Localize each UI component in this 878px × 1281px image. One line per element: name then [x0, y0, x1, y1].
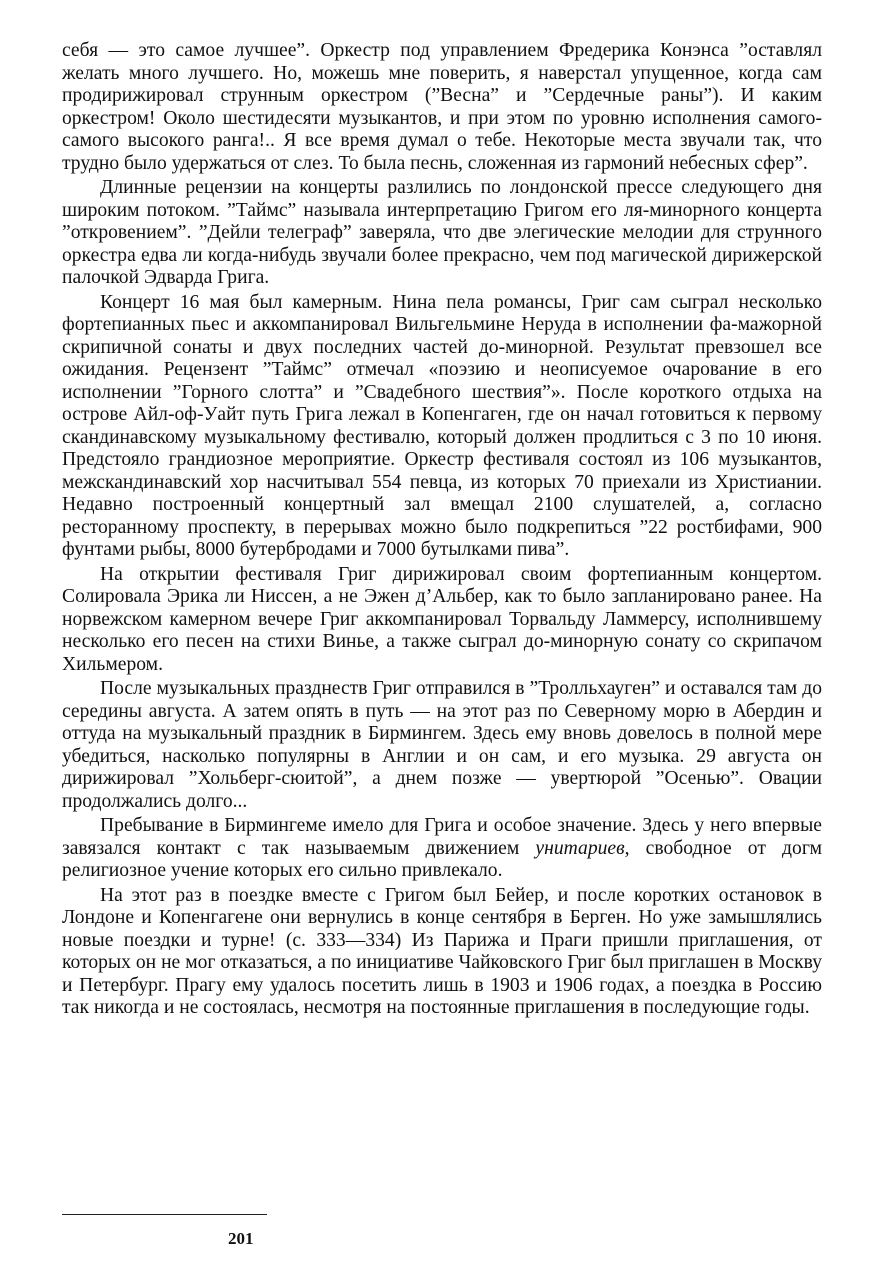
paragraph-5: После музыкальных празднеств Григ отправился в ”Тролльхауген” и оставался там до середины августа. А затем опять в путь — на этот раз по Северному морю в Абердин и оттуда на музыкальный праздник в Бирмингем. Здесь ему вновь довелось в полной мере убедиться, насколько популярны в Англии и он сам, и его музыка. 29 августа он дирижировал ”Хольберг-сюитой”, а днем позже — увертюрой ”Осенью”. Овации продолжались долго... [62, 678, 822, 812]
paragraph-1: себя — это самое лучшее”. Оркестр под управлением Фредерика Конэнса ”оставлял желать много лучшего. Но, можешь мне поверить, я наверстал упущенное, когда сам продирижировал струнным оркестром (”Весна” и ”Сердечные раны”). И каким оркестром! Около шестидесяти музыкантов, и при этом по уровню исполнения самого-самого высокого ранга!.. Я все время думал о тебе. Некоторые места звучали так, что трудно было удержаться от слез. То была песнь, сложенная из гармоний небесных сфер”. [62, 40, 822, 174]
paragraph-3: Концерт 16 мая был камерным. Нина пела романсы, Григ сам сыграл несколько фортепианных пьес и аккомпанировал Вильгельмине Неруда в исполнении фа-мажорной скрипичной сонаты и двух последних частей до-минорной. Результат превзошел все ожидания. Рецензент ”Таймс” отмечал «поэзию и неописуемое очарование в его исполнении ”Горного слотта” и ”Свадебного шествия”». После короткого отдыха на острове Айл-оф-Уайт путь Грига лежал в Копенгаген, где он начал готовиться к первому скандинавскому музыкальному фестивалю, который должен продлиться с 3 по 10 июня. Предстояло грандиозное мероприятие. Оркестр фестиваля состоял из 106 музыкантов, межскандинавский хор насчитывал 554 певца, из которых 70 приехали из Христиании. Недавно построенный концертный зал вмещал 2100 слушателей, а, согласно ресторанному проспекту, в перерывах можно было подкрепиться ”22 ростбифами, 900 фунтами рыбы, 8000 бутербродами и 7000 бутылками пива”. [62, 291, 822, 560]
emphasized-term: унитариев [535, 837, 625, 859]
paragraph-7: На этот раз в поездке вместе с Григом был Бейер, и после коротких остановок в Лондоне и Копенгагене они вернулись в конце сентября в Берген. Но уже замышлялись новые поездки и турне! (с. 333—334) Из Парижа и Праги пришли приглашения, от которых он не мог отказаться, а по инициативе Чайковского Григ был приглашен в Москву и Петербург. Прагу ему удалось посетить лишь в 1903 и 1906 годах, а поездка в Россию так никогда и не состоялась, несмотря на постоянные приглашения в последующие годы. [62, 884, 822, 1018]
paragraph-2: Длинные рецензии на концерты разлились по лондонской прессе следующего дня широким потоком. ”Таймс” называла интерпретацию Григом его ля-минорного концерта ”откровением”. ”Дейли телеграф” заверяла, что две элегические мелодии для струнного оркестра едва ли когда-нибудь звучали более прекрасно, чем под магической дирижерской палочкой Эдварда Грига. [62, 177, 822, 288]
paragraph-4: На открытии фестиваля Григ дирижировал своим фортепианным концертом. Солировала Эрика ли Ниссен, а не Эжен д’Альбер, как то было запланировано ранее. На норвежском камерном вечере Григ аккомпанировал Торвальду Ламмерсу, исполнившему несколько его песен на стихи Винье, а также сыграл до-минорную сонату со скрипачом Хильмером. [62, 563, 822, 675]
footnote-rule [62, 1214, 267, 1215]
page-body [62, 40, 822, 1020]
paragraph-6: Пребывание в Бирмингеме имело для Грига и особое значение. Здесь у него впервые завязался контакт с так называемым движением унитариев, свободное от догм религиозное учение которых его сильно привлекало. [62, 815, 822, 881]
page-number: 201 [228, 1229, 254, 1248]
